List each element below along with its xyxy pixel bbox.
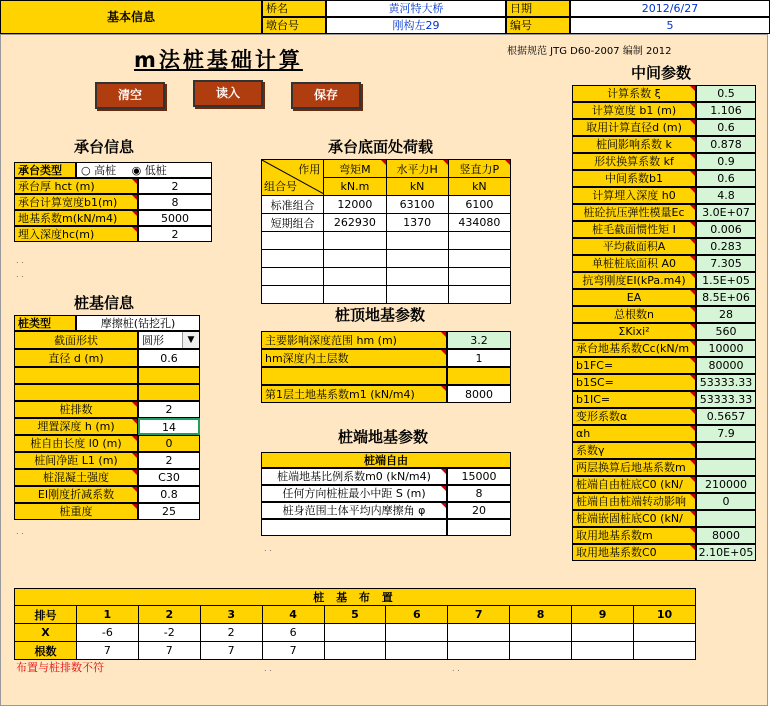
load-value-cell[interactable]: 262930 [324, 214, 386, 232]
mid-param-value: 210000 [696, 476, 756, 493]
mid-param-label: 单桩桩底面积 A0 [572, 255, 696, 272]
layout-col-header: 1 [76, 606, 138, 624]
layout-cell[interactable]: 7 [262, 642, 324, 660]
pier-field[interactable]: 刚构左29 [326, 17, 506, 34]
pile-param-label: 埋置深度 h (m) [14, 418, 138, 435]
end-soil-label: 任何方向桩桩最小中距 S (m) [261, 485, 447, 502]
pile-info-title: 桩基信息 [74, 294, 135, 312]
mid-param-label: 变形系数α [572, 408, 696, 425]
loads-unit: kN.m [324, 178, 386, 196]
radio-low-pile[interactable]: ◉ 低桩 [131, 164, 167, 177]
mid-param-value: 0.006 [696, 221, 756, 238]
empty-cell[interactable] [262, 232, 324, 250]
top-soil-value[interactable]: 8000 [447, 385, 511, 403]
loads-title: 承台底面处荷载 [328, 138, 434, 156]
radio-low-label: 低桩 [144, 164, 167, 177]
layout-col-header: 3 [200, 606, 262, 624]
layout-cell[interactable] [572, 624, 634, 642]
mid-param-value: 0.6 [696, 170, 756, 187]
dots: . . [16, 270, 24, 279]
section-shape-label: 截面形状 [14, 331, 138, 349]
layout-col-header: 9 [572, 606, 634, 624]
warning-text: 布置与桩排数不符 [16, 661, 104, 674]
mid-param-label: b1IC= [572, 391, 696, 408]
diameter-field[interactable]: 0.6 [138, 349, 200, 367]
mid-param-value: 28 [696, 306, 756, 323]
end-soil-value[interactable]: 15000 [447, 468, 511, 485]
bridge-name-label: 桥名 [262, 0, 326, 17]
cap-param-value[interactable]: 8 [138, 194, 212, 210]
loads-header: 竖直力P [448, 160, 510, 178]
mid-param-label: EA [572, 289, 696, 306]
end-soil-label: 桩身范围土体平均内摩擦角 φ [261, 502, 447, 519]
pile-param-value[interactable]: 0 [138, 435, 200, 452]
section-shape-value: 圆形 [142, 334, 164, 347]
mid-param-value: 0.6 [696, 119, 756, 136]
mid-param-label: 系数γ [572, 442, 696, 459]
loads-unit: kN [448, 178, 510, 196]
load-value-cell[interactable]: 63100 [386, 196, 448, 214]
loads-header: 弯矩M [324, 160, 386, 178]
cap-param-value[interactable]: 2 [138, 226, 212, 242]
empty-cell[interactable] [262, 250, 324, 268]
cap-param-value[interactable]: 2 [138, 178, 212, 194]
radio-high-pile[interactable]: ○ 高桩 [81, 164, 117, 177]
pile-type-label: 桩类型 [14, 315, 76, 331]
layout-col-header: 5 [324, 606, 386, 624]
top-soil-value: 3.2 [447, 331, 511, 349]
mid-param-label: 计算宽度 b1 (m) [572, 102, 696, 119]
layout-cell[interactable] [510, 624, 572, 642]
loads-corner-bottom: 组合号 [264, 180, 297, 193]
layout-cell[interactable] [386, 642, 448, 660]
radio-high-label: 高桩 [94, 164, 117, 177]
mid-param-label: 总根数n [572, 306, 696, 323]
date-field[interactable]: 2012/6/27 [570, 0, 770, 17]
empty-cell[interactable] [386, 250, 448, 268]
layout-cell[interactable] [324, 642, 386, 660]
pile-layout-table [14, 588, 696, 660]
dots: . . [264, 544, 272, 553]
cap-param-label: 地基系数m(kN/m4) [14, 210, 138, 226]
load-value-cell[interactable]: 1370 [386, 214, 448, 232]
mid-param-label: 取用地基系数m [572, 527, 696, 544]
blank-cell [138, 367, 200, 384]
mid-param-label: 桩端嵌固桩底C0 (kN/ [572, 510, 696, 527]
empty-cell[interactable] [448, 286, 510, 304]
number-label: 编号 [506, 17, 570, 34]
page-title: m法桩基础计算 [134, 48, 303, 72]
mid-param-label: 中间系数b1 [572, 170, 696, 187]
mid-param-label: 取用计算直径d (m) [572, 119, 696, 136]
layout-col-header: 4 [262, 606, 324, 624]
mid-param-value: 0 [696, 493, 756, 510]
cap-type-radio-group [76, 162, 212, 178]
top-soil-title: 桩顶地基参数 [335, 306, 426, 324]
dots: . . [264, 664, 272, 673]
mid-param-value: 3.0E+07 [696, 204, 756, 221]
end-soil-value[interactable]: 8 [447, 485, 511, 502]
layout-cell[interactable]: -6 [76, 624, 138, 642]
pile-param-value[interactable]: C30 [138, 469, 200, 486]
layout-cell[interactable] [572, 642, 634, 660]
pier-label: 墩台号 [262, 17, 326, 34]
mid-param-value [696, 510, 756, 527]
loads-unit: kN [386, 178, 448, 196]
loads-table [261, 159, 511, 304]
layout-row-label: X [15, 624, 77, 642]
mid-param-value: 80000 [696, 357, 756, 374]
empty-cell[interactable] [386, 268, 448, 286]
mid-param-label: 桩端自由桩底C0 (kN/ [572, 476, 696, 493]
end-soil-title: 桩端地基参数 [338, 428, 429, 446]
pile-param-label: 桩重度 [14, 503, 138, 520]
mid-param-value [696, 442, 756, 459]
mid-param-label: 承台地基系数Cc(kN/m [572, 340, 696, 357]
mid-param-label: b1SC= [572, 374, 696, 391]
cap-param-label: 埋入深度hc(m) [14, 226, 138, 242]
blank-cell [14, 367, 138, 384]
pile-param-label: EI刚度折减系数 [14, 486, 138, 503]
date-label: 日期 [506, 0, 570, 17]
dots: . . [452, 664, 460, 673]
top-soil-label: 第1层土地基系数m1 (kN/m4) [261, 385, 447, 403]
mid-param-value: 2.10E+05 [696, 544, 756, 561]
layout-cell[interactable] [633, 642, 695, 660]
mid-param-label: 桩间影响系数 k [572, 136, 696, 153]
cap-info-title: 承台信息 [74, 138, 135, 156]
mid-param-value: 8.5E+06 [696, 289, 756, 306]
layout-cell[interactable]: 2 [200, 624, 262, 642]
pile-param-value[interactable]: 2 [138, 452, 200, 469]
mid-param-label: 计算系数 ξ [572, 85, 696, 102]
mid-param-value: 0.9 [696, 153, 756, 170]
mid-param-label: 计算埋入深度 h0 [572, 187, 696, 204]
empty-cell[interactable] [324, 268, 386, 286]
cap-type-label: 承台类型 [14, 162, 76, 178]
mid-param-value: 0.878 [696, 136, 756, 153]
end-soil-subtitle: 桩端自由 [261, 452, 511, 468]
load-value-cell[interactable]: 434080 [448, 214, 510, 232]
mid-param-value: 53333.33 [696, 391, 756, 408]
mid-param-label: αh [572, 425, 696, 442]
loads-corner-top: 作用 [298, 163, 321, 176]
end-soil-label: 桩端地基比例系数m0 (kN/m4) [261, 468, 447, 485]
mid-param-label: 平均截面积A [572, 238, 696, 255]
mid-param-value: 4.8 [696, 187, 756, 204]
layout-cell[interactable] [324, 624, 386, 642]
empty-cell[interactable] [386, 286, 448, 304]
empty-cell[interactable] [386, 232, 448, 250]
layout-row-label: 根数 [15, 642, 77, 660]
mid-param-label: 桩砼抗压弹性模量Ec [572, 204, 696, 221]
mid-param-label: 取用地基系数C0 [572, 544, 696, 561]
save-button[interactable]: 保存 [291, 82, 361, 109]
layout-cell[interactable] [386, 624, 448, 642]
layout-cell[interactable] [448, 624, 510, 642]
load-combo-name: 短期组合 [262, 214, 324, 232]
chevron-down-icon[interactable]: ▼ [182, 332, 199, 348]
layout-col-header: 10 [633, 606, 695, 624]
selected-cell[interactable]: 14 [138, 418, 200, 435]
mid-param-value: 1.106 [696, 102, 756, 119]
empty-cell[interactable] [448, 250, 510, 268]
mid-param-label: 桩端自由桩端转动影响 [572, 493, 696, 510]
layout-cell[interactable]: 7 [200, 642, 262, 660]
pile-param-value[interactable]: 2 [138, 401, 200, 418]
pile-param-label: 桩自由长度 l0 (m) [14, 435, 138, 452]
mid-param-value: 0.5657 [696, 408, 756, 425]
section-shape-dropdown[interactable] [138, 331, 200, 349]
empty-cell[interactable] [324, 232, 386, 250]
load-combo-name: 标准组合 [262, 196, 324, 214]
loads-corner [262, 160, 324, 196]
mid-param-value: 560 [696, 323, 756, 340]
load-value-cell[interactable]: 12000 [324, 196, 386, 214]
load-value-cell[interactable]: 6100 [448, 196, 510, 214]
blank-cell[interactable] [447, 519, 511, 536]
mid-params-title: 中间参数 [631, 64, 692, 82]
pile-param-label: 桩间净距 L1 (m) [14, 452, 138, 469]
pile-param-value[interactable]: 0.8 [138, 486, 200, 503]
empty-cell[interactable] [324, 286, 386, 304]
dots: . . [16, 527, 24, 536]
mid-param-label: 形状换算系数 kf [572, 153, 696, 170]
top-soil-label: 主要影响深度范围 hm (m) [261, 331, 447, 349]
top-soil-value[interactable]: 1 [447, 349, 511, 367]
blank-cell [14, 384, 138, 401]
layout-col-header: 2 [138, 606, 200, 624]
cap-param-value[interactable]: 5000 [138, 210, 212, 226]
top-soil-label [261, 367, 447, 385]
pile-param-value[interactable]: 25 [138, 503, 200, 520]
layout-cell[interactable] [633, 624, 695, 642]
blank-cell [261, 519, 447, 536]
mid-param-label: 抗弯刚度EI(kPa.m4) [572, 272, 696, 289]
layout-col-header: 6 [386, 606, 448, 624]
mid-param-value: 8000 [696, 527, 756, 544]
empty-cell[interactable] [324, 250, 386, 268]
layout-table-title: 桩 基 布 置 [15, 589, 696, 606]
mid-param-value [696, 459, 756, 476]
load-button[interactable]: 读入 [193, 80, 263, 107]
mid-param-value: 7.9 [696, 425, 756, 442]
empty-cell[interactable] [448, 232, 510, 250]
diameter-label: 直径 d (m) [14, 349, 138, 367]
empty-cell[interactable] [262, 268, 324, 286]
layout-row-label: 排号 [15, 606, 77, 624]
layout-cell[interactable] [510, 642, 572, 660]
clear-button[interactable]: 清空 [95, 82, 165, 109]
pile-type-field[interactable]: 摩擦桩(钻挖孔) [76, 315, 200, 331]
cap-param-label: 承台计算宽度b1(m) [14, 194, 138, 210]
mid-param-value: 7.305 [696, 255, 756, 272]
mid-param-value: 1.5E+05 [696, 272, 756, 289]
mid-param-label: ΣKixi² [572, 323, 696, 340]
top-soil-value[interactable] [447, 367, 511, 385]
layout-cell[interactable]: 7 [138, 642, 200, 660]
cap-param-label: 承台厚 hct (m) [14, 178, 138, 194]
layout-cell[interactable] [448, 642, 510, 660]
layout-col-header: 7 [448, 606, 510, 624]
layout-cell[interactable]: -2 [138, 624, 200, 642]
layout-cell[interactable]: 6 [262, 624, 324, 642]
mid-param-value: 53333.33 [696, 374, 756, 391]
pile-param-label: 桩混凝土强度 [14, 469, 138, 486]
mid-param-label: 桩毛截面惯性矩 I [572, 221, 696, 238]
empty-cell[interactable] [262, 286, 324, 304]
empty-cell[interactable] [448, 268, 510, 286]
bridge-name-field[interactable]: 黄河特大桥 [326, 0, 506, 17]
mid-param-value: 0.283 [696, 238, 756, 255]
end-soil-value[interactable]: 20 [447, 502, 511, 519]
mid-param-value: 10000 [696, 340, 756, 357]
header-section-label: 基本信息 [0, 0, 262, 34]
layout-col-header: 8 [510, 606, 572, 624]
dots: . . [16, 256, 24, 265]
loads-header: 水平力H [386, 160, 448, 178]
mid-param-label: b1FC= [572, 357, 696, 374]
spec-note: 根据规范 JTG D60-2007 编制 2012 [507, 46, 672, 57]
layout-cell[interactable]: 7 [76, 642, 138, 660]
number-field[interactable]: 5 [570, 17, 770, 34]
top-soil-label: hm深度内土层数 [261, 349, 447, 367]
mid-param-value: 0.5 [696, 85, 756, 102]
pile-param-label: 桩排数 [14, 401, 138, 418]
blank-cell [138, 384, 200, 401]
mid-param-label: 两层换算后地基系数m [572, 459, 696, 476]
